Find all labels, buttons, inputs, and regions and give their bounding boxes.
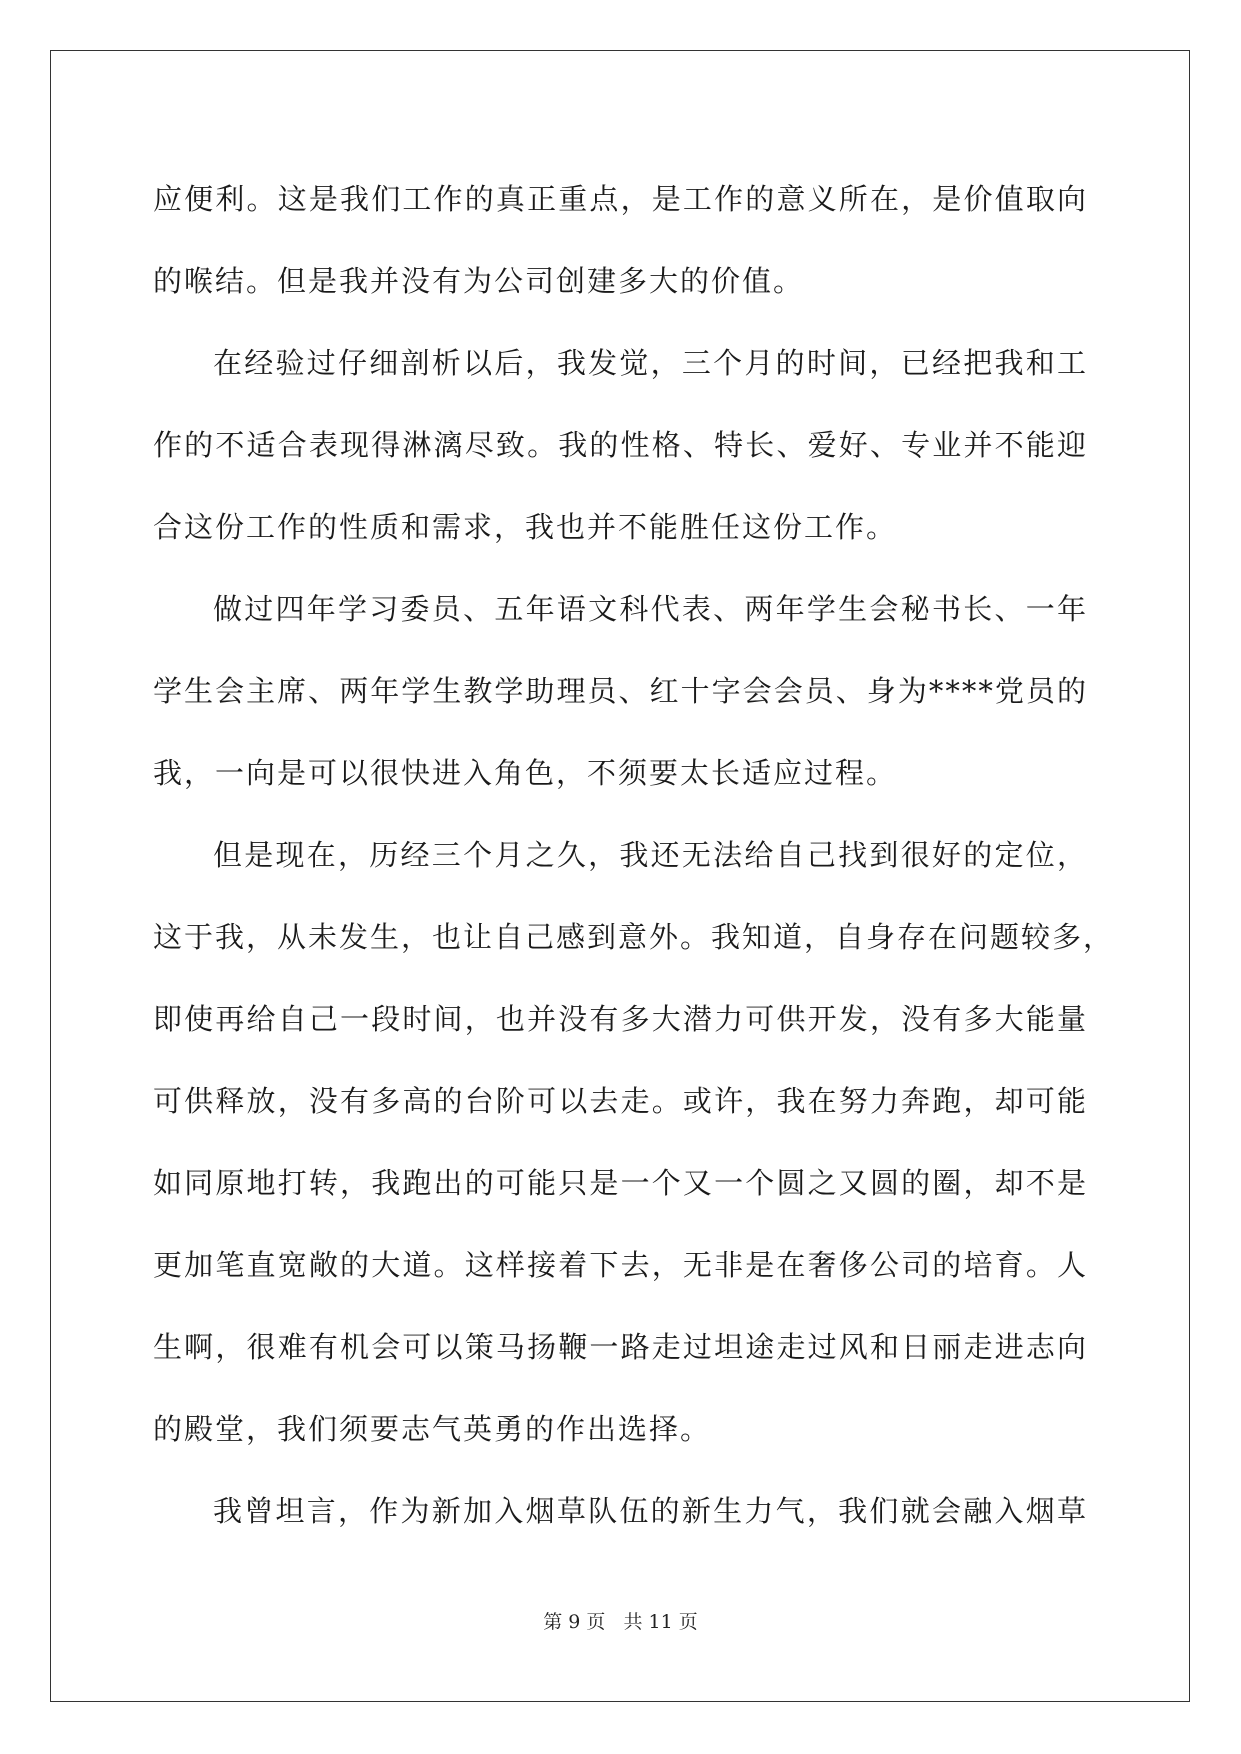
text-line: 我，一向是可以很快进入角色，不须要太长适应过程。 (153, 756, 898, 790)
page-footer (0, 1607, 1241, 1634)
text-line: 这于我，从未发生，也让自己感到意外。我知道，自身存在问题较多， (153, 920, 1115, 954)
text-line: 学生会主席、两年学生教学助理员、红十字会会员、身为****党员的 (153, 674, 1088, 708)
text-line: 的殿堂，我们须要志气英勇的作出选择。 (153, 1412, 712, 1446)
text-line: 更加笔直宽敞的大道。这样接着下去，无非是在奢侈公司的培育。人 (153, 1248, 1088, 1282)
text-line: 在经验过仔细剖析以后，我发觉，三个月的时间，已经把我和工 (213, 346, 1088, 380)
current-page-number: 第 9 页 (543, 1611, 606, 1633)
text-line: 作的不适合表现得淋漓尽致。我的性格、特长、爱好、专业并不能迎 (153, 428, 1088, 462)
text-line: 的喉结。但是我并没有为公司创建多大的价值。 (153, 264, 805, 298)
total-page-count: 共 11 页 (623, 1611, 698, 1633)
text-line: 我曾坦言，作为新加入烟草队伍的新生力气，我们就会融入烟草 (213, 1494, 1088, 1528)
text-line: 即使再给自己一段时间，也并没有多大潜力可供开发，没有多大能量 (153, 1002, 1088, 1036)
text-line: 应便利。这是我们工作的真正重点，是工作的意义所在，是价值取向 (153, 182, 1088, 216)
text-line: 如同原地打转，我跑出的可能只是一个又一个圆之又圆的圈，却不是 (153, 1166, 1088, 1200)
text-line: 生啊，很难有机会可以策马扬鞭一路走过坦途走过风和日丽走进志向 (153, 1330, 1088, 1364)
text-line: 合这份工作的性质和需求，我也并不能胜任这份工作。 (153, 510, 898, 544)
text-line: 做过四年学习委员、五年语文科代表、两年学生会秘书长、一年 (213, 592, 1088, 626)
document-body (153, 158, 1115, 1552)
text-line: 但是现在，历经三个月之久，我还无法给自己找到很好的定位， (213, 838, 1088, 872)
text-line: 可供释放，没有多高的台阶可以去走。或许，我在努力奔跑，却可能 (153, 1084, 1088, 1118)
